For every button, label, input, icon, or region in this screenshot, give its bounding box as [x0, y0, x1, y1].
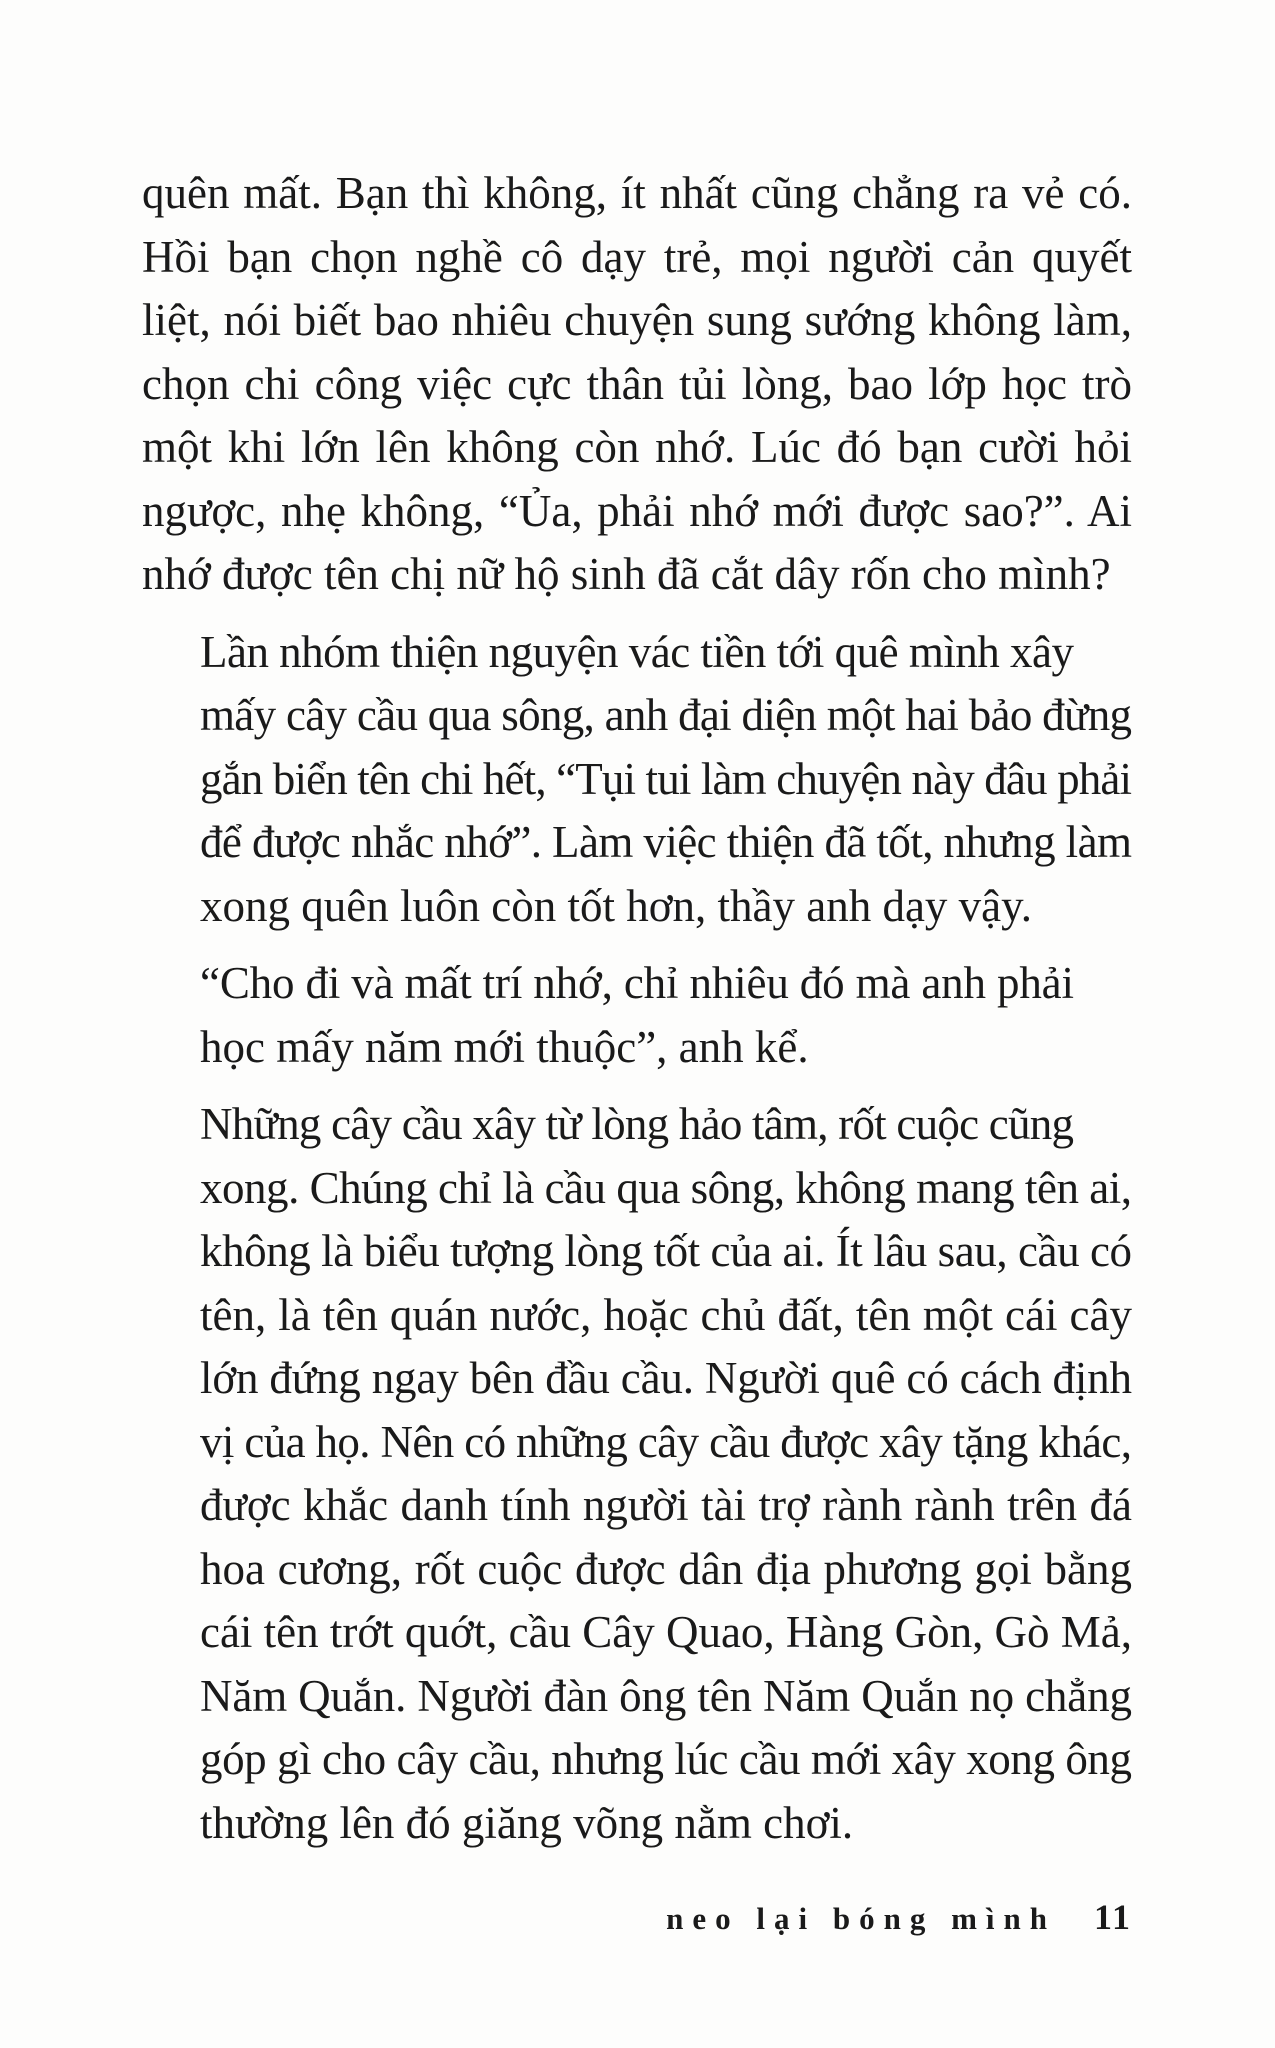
page-number: 11 — [1093, 1897, 1132, 1937]
text-line: góp gì cho cây cầu, nhưng lúc cầu mới xây xong ông — [200, 1734, 1132, 1784]
text-line: nhớ được tên chị nữ hộ sinh đã cắt dây rốn cho mình? — [142, 549, 1111, 599]
text-line: Năm Quắn. Người đàn ông tên Năm Quắn nọ chẳng — [200, 1670, 1132, 1721]
text-line: lớn đứng ngay bên đầu cầu. Người quê có cách định — [200, 1353, 1132, 1403]
text-line: tên, là tên quán nước, hoặc chủ đất, tên một cái cây — [200, 1289, 1132, 1340]
paragraph-3 — [142, 952, 1132, 1079]
text-line: một khi lớn lên không còn nhớ. Lúc đó bạn cười hỏi — [142, 422, 1132, 472]
text-line: Hồi bạn chọn nghề cô dạy trẻ, mọi người cản quyết — [142, 231, 1132, 282]
text-line: không là biểu tượng lòng tốt của ai. Ít lâu sau, cầu có — [200, 1226, 1132, 1276]
text-line: quên mất. Bạn thì không, ít nhất cũng chẳng ra vẻ có. — [142, 168, 1132, 218]
text-line: học mấy năm mới thuộc”, anh kể. — [200, 1021, 809, 1072]
text-line: để được nhắc nhớ”. Làm việc thiện đã tốt, nhưng làm — [200, 817, 1132, 867]
text-line: được khắc danh tính người tài trợ rành rành trên đá — [200, 1480, 1132, 1530]
text-line: thường lên đó giăng võng nằm chơi. — [200, 1797, 854, 1848]
text-line: xong. Chúng chỉ là cầu qua sông, không mang tên ai, — [200, 1162, 1132, 1213]
text-line: chọn chi công việc cực thân tủi lòng, bao lớp học trò — [142, 358, 1132, 409]
text-line: mấy cây cầu qua sông, anh đại diện một hai bảo đừng — [200, 690, 1132, 740]
text-line: gắn biển tên chi hết, “Tụi tui làm chuyện này đâu phải — [200, 753, 1132, 804]
text-line: Lần nhóm thiện nguyện vác tiền tới quê mình xây — [200, 626, 1074, 677]
text-line: liệt, nói biết bao nhiêu chuyện sung sướng không làm, — [142, 295, 1132, 345]
running-title: neo lại bóng mình — [666, 1901, 1056, 1936]
body-text — [142, 162, 1132, 1855]
paragraph-1 — [142, 162, 1132, 607]
text-line: “Cho đi và mất trí nhớ, chỉ nhiêu đó mà anh phải — [200, 958, 1074, 1008]
text-line: hoa cương, rốt cuộc được dân địa phương gọi bằng — [200, 1543, 1132, 1594]
paragraph-2 — [142, 621, 1132, 939]
text-line: Những cây cầu xây từ lòng hảo tâm, rốt cuộc cũng — [200, 1099, 1074, 1149]
text-line: ngược, nhẹ không, “Ủa, phải nhớ mới được sao?”. Ai — [142, 485, 1132, 536]
paragraph-4 — [142, 1093, 1132, 1855]
page-footer — [666, 1896, 1132, 1938]
text-line: vị của họ. Nên có những cây cầu được xây tặng khác, — [200, 1416, 1132, 1467]
text-line: cái tên trớt quớt, cầu Cây Quao, Hàng Gòn, Gò Mả, — [200, 1607, 1132, 1657]
text-line: xong quên luôn còn tốt hơn, thầy anh dạy vậy. — [200, 880, 1032, 931]
